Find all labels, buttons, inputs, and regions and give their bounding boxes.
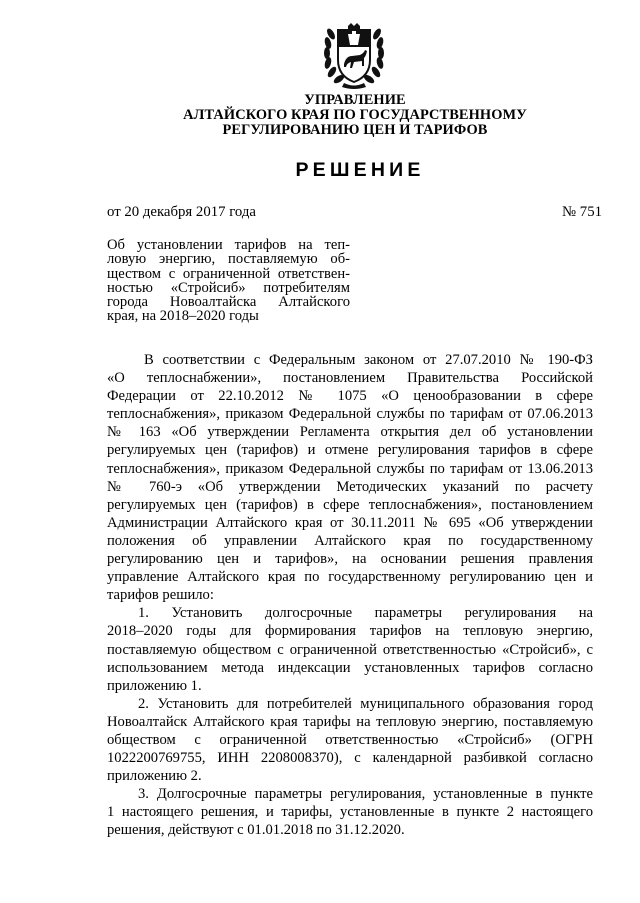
document-type-title: РЕШЕНИЕ xyxy=(295,159,425,181)
body-line: 1. Установить долгосрочные параметры регулирования на xyxy=(138,605,593,622)
altai-krai-coat-of-arms-icon xyxy=(322,20,386,90)
body-line: Федерации от 22.10.2012 № 1075 «О ценообразовании в сфере xyxy=(107,388,593,405)
body-line: управление Алтайского края по государственному регулированию цен и xyxy=(107,569,593,586)
body-line: приложению 1. xyxy=(107,677,202,694)
body-line: 2018–2020 годы для формирования тарифов на тепловую энергию, xyxy=(107,623,593,640)
body-line: регулированию цен и тарифов», на основании решения правления xyxy=(107,551,593,568)
subject-line: ностью «Стройсиб» потребителям xyxy=(107,279,350,296)
body-line: 1 настоящего решения, и тарифы, установленные в пункте 2 настоящего xyxy=(107,804,593,821)
subject-line: ловую энергию, поставляемую об- xyxy=(107,251,350,268)
document-date: от 20 декабря 2017 года xyxy=(107,204,256,220)
subject-line: края, на 2018–2020 годы xyxy=(107,308,259,325)
body-line: тарифов решило: xyxy=(107,587,214,604)
body-line: 3. Долгосрочные параметры регулирования, установленные в пункте xyxy=(138,786,593,803)
document-body xyxy=(107,351,593,840)
body-line: теплоснабжения», приказом Федеральной службы по тарифам от 13.06.2013 xyxy=(107,460,593,477)
subject-line: ществом с ограниченной ответствен- xyxy=(107,265,350,282)
body-line: 1022200769755, ИНН 2208008370), с календарной разбивкой согласно xyxy=(107,750,593,767)
agency-name-line-2: АЛТАЙСКОГО КРАЯ ПО ГОСУДАРСТВЕННОМУ xyxy=(183,107,527,123)
body-line: решения, действуют с 01.01.2018 по 31.12.2020. xyxy=(107,822,405,839)
subject-line: города Новоалтайска Алтайского xyxy=(107,294,350,311)
agency-name-line-1: УПРАВЛЕНИЕ xyxy=(304,92,406,108)
body-line: регулируемых цен (тарифов) в сфере теплоснабжения», постановлением xyxy=(107,496,593,513)
body-line: обществом с ограниченной ответственностью «Стройсиб» (ОГРН xyxy=(107,731,593,748)
body-line: регулируемых цен (тарифов) и отмене регулирования тарифов в сфере xyxy=(107,442,593,459)
body-line: № 760-э «Об утверждении Методических указаний по расчету xyxy=(107,478,593,495)
agency-name-line-3: РЕГУЛИРОВАНИЮ ЦЕН И ТАРИФОВ xyxy=(222,122,488,138)
body-line: 2. Установить для потребителей муниципального образования город xyxy=(138,695,593,712)
subject-line: Об установлении тарифов на теп- xyxy=(107,237,350,253)
body-line: теплоснабжения», приказом Федеральной службы по тарифам от 07.06.2013 xyxy=(107,406,593,423)
body-line: положения об управлении Алтайского края по государственному xyxy=(107,532,593,549)
body-line: «О теплоснабжении», постановлением Правительства Российской xyxy=(107,370,593,387)
body-line: В соответствии с Федеральным законом от 27.07.2010 № 190-ФЗ xyxy=(144,352,593,368)
body-line: приложению 2. xyxy=(107,768,202,785)
body-line: поставляемую обществом с ограниченной ответственностью «Стройсиб», с xyxy=(107,641,593,658)
body-line: Новоалтайск Алтайского края тарифы на тепловую энергию, поставляемую xyxy=(107,713,593,730)
body-line: использованием метода индексации установленных тарифов согласно xyxy=(107,659,593,676)
body-line: Администрации Алтайского края от 30.11.2011 № 695 «Об утверждении xyxy=(107,514,593,531)
document-subject xyxy=(107,238,350,324)
body-line: № 163 «Об утверждении Регламента открытия дел об установлении xyxy=(107,424,593,441)
document-number: № 751 xyxy=(561,204,602,220)
